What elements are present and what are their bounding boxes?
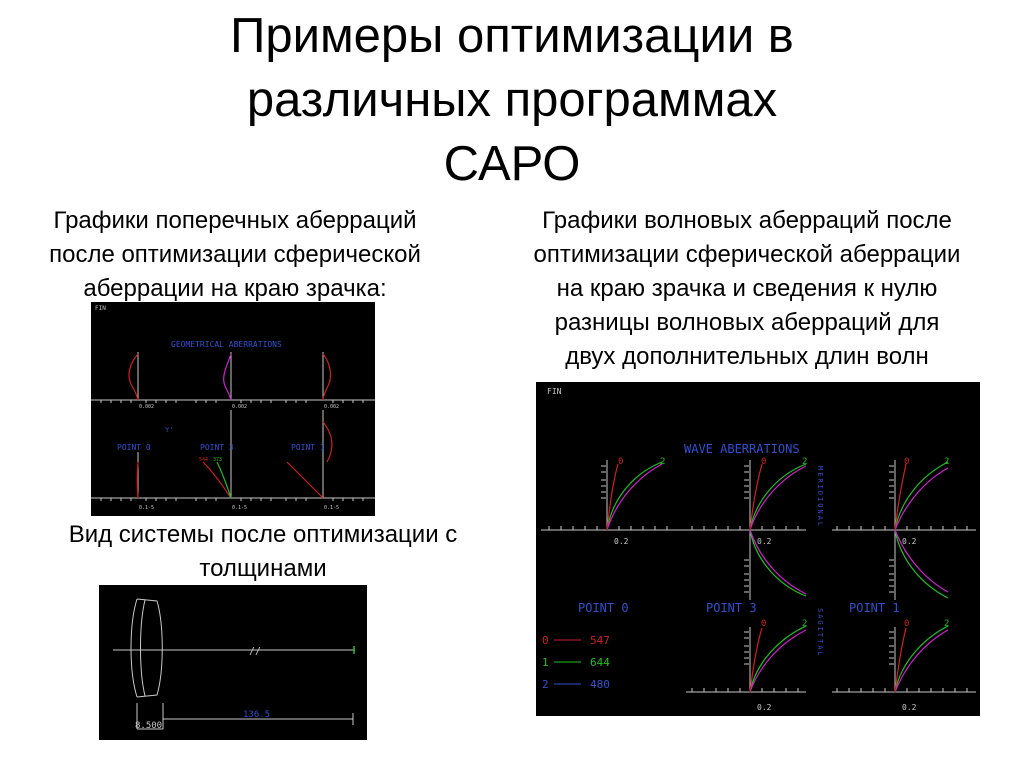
wavelength-legend bbox=[542, 634, 610, 691]
caption-line: Графики поперечных аберраций bbox=[53, 207, 417, 234]
wave-aberrations-caption bbox=[470, 204, 1024, 374]
corner-label: FIN bbox=[547, 387, 562, 396]
caption-line: оптимизации сферической аберрации bbox=[533, 241, 961, 268]
optical-system-view bbox=[99, 585, 367, 740]
scale-label: 0.2 bbox=[757, 703, 772, 712]
axes bbox=[91, 352, 375, 498]
scale-label: 0.1-5 bbox=[139, 505, 155, 511]
wavelength-label: 373 bbox=[213, 457, 223, 463]
curve-label: 0 bbox=[904, 457, 910, 467]
page-title bbox=[0, 4, 1024, 196]
legend-index: 1 bbox=[542, 656, 549, 669]
curve-label: 0 bbox=[761, 457, 767, 467]
title-line: САРО bbox=[443, 137, 581, 191]
scale-label: 0.2 bbox=[757, 537, 772, 546]
plot-heading: GEOMETRICAL ABERRATIONS bbox=[171, 340, 282, 349]
point-label: POINT 1 bbox=[291, 443, 325, 452]
title-line: различных программах bbox=[246, 73, 778, 127]
curve-label: 2 bbox=[802, 619, 808, 629]
system-view-caption bbox=[0, 518, 526, 586]
scale-label: 0.1-5 bbox=[232, 505, 248, 511]
legend-wavelength: 644 bbox=[590, 656, 610, 669]
caption-line: разницы волновых аберраций для bbox=[554, 309, 940, 336]
title-line: Примеры оптимизации в bbox=[230, 9, 794, 63]
scale-label: 0.2 bbox=[902, 703, 917, 712]
point-label: POINT 3 bbox=[706, 601, 757, 615]
sagittal-label: SAGITTAL bbox=[816, 608, 824, 658]
optical-system-graphic bbox=[99, 585, 367, 740]
legend-index: 0 bbox=[542, 634, 549, 647]
lens-element bbox=[131, 599, 162, 697]
legend-wavelength: 480 bbox=[590, 678, 610, 691]
curve-label: 0 bbox=[618, 457, 624, 467]
caption-line: двух дополнительных длин волн bbox=[565, 343, 929, 370]
curve-label: 2 bbox=[660, 457, 666, 467]
caption-line: толщинами bbox=[199, 555, 327, 582]
aberration-curves bbox=[129, 354, 332, 498]
transverse-aberrations-caption bbox=[0, 204, 470, 306]
plot-heading: WAVE ABERRATIONS bbox=[684, 442, 800, 456]
scale-label: 0.2 bbox=[902, 537, 917, 546]
length-dimension: 136.5 bbox=[243, 710, 271, 720]
meridional-label: MERIDIONAL bbox=[816, 466, 824, 529]
point-label: POINT 3 bbox=[200, 443, 234, 452]
scale-label: 0.002 bbox=[324, 404, 340, 410]
legend-wavelength: 547 bbox=[590, 634, 610, 647]
curve-label: 2 bbox=[944, 619, 950, 629]
corner-label: FIN bbox=[95, 305, 106, 312]
legend-index: 2 bbox=[542, 678, 549, 691]
geometrical-aberrations-plot bbox=[91, 302, 375, 516]
wavelength-label: 544 bbox=[199, 457, 209, 463]
curve-label: 0 bbox=[904, 619, 910, 629]
point-label: POINT 0 bbox=[117, 443, 151, 452]
wave-aberrations-graphic bbox=[536, 382, 980, 716]
scale-label: 0.2 bbox=[614, 537, 629, 546]
thickness-dimension: 8.500 bbox=[135, 721, 163, 731]
caption-line: аберрации на краю зрачка: bbox=[83, 275, 387, 302]
curve-label: 2 bbox=[802, 457, 808, 467]
geometrical-aberrations-graphic bbox=[91, 302, 375, 516]
scale-label: 0.002 bbox=[139, 404, 155, 410]
wave-curves bbox=[607, 462, 948, 692]
axis-ticks bbox=[549, 466, 967, 692]
caption-line: Графики волновых аберраций после bbox=[542, 207, 952, 234]
wave-aberrations-plot bbox=[536, 382, 980, 716]
scale-label: 0.002 bbox=[232, 404, 248, 410]
scale-label: 0.1-5 bbox=[324, 505, 340, 511]
point-label: POINT 0 bbox=[578, 601, 629, 615]
curve-label: 2 bbox=[944, 457, 950, 467]
caption-line: Вид системы после оптимизации с bbox=[68, 521, 458, 548]
caption-line: после оптимизации сферической bbox=[49, 241, 421, 268]
point-label: POINT 1 bbox=[849, 601, 900, 615]
curve-label: 0 bbox=[761, 619, 767, 629]
yprime-label: Y' bbox=[165, 426, 174, 434]
caption-line: на краю зрачка и сведения к нулю bbox=[556, 275, 938, 302]
axis-break-mark: // bbox=[249, 646, 262, 657]
